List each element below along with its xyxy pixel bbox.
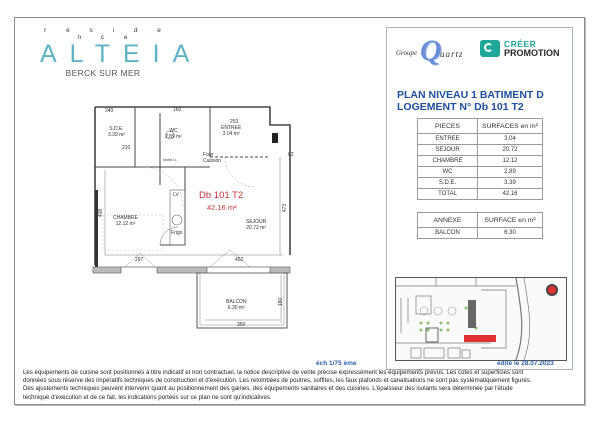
plan-title [397,89,544,113]
piece-cell: CHAMBRE [418,156,478,167]
dim-253: 253 [230,119,239,125]
fixture-four [203,152,221,164]
room-sde-name: S.D.E. [109,126,124,132]
site-map-drawing [396,278,566,360]
room-balcon-name: BALCON [226,299,247,305]
note-line-4: technique d'exécution et de ce fait, les indications portées sur ce plan ne sont qu'indicatives. [23,393,272,401]
scale-label: éch 1/75 ème [316,360,357,367]
dim-240: 240 [105,108,114,114]
groupe-text: Groupe [396,49,418,57]
table-row [418,156,543,167]
room-entree-name: ENTREE [221,125,242,131]
dim-62: 62 [288,152,294,158]
floor-plan [85,95,305,355]
room-sde-area: 3.39 m² [108,132,125,138]
room-entree-label [221,125,241,137]
groupe-quartz-logo [396,36,476,70]
room-sejour-name: SEJOUR [246,219,267,225]
header-surface: SURFACE en m² [478,213,543,228]
disclaimer-notes [23,369,575,402]
table-row [418,145,543,156]
dim-297: 297 [135,257,144,263]
room-sejour-label [246,219,266,231]
room-chambre-area: 12.12 m² [115,221,136,227]
fixture-four-label: Four [203,152,214,158]
header-annexe: ANNEXE [418,213,478,228]
surface-cell: 3.04 [478,134,543,145]
room-balcon-label [226,299,247,311]
table-row [418,134,543,145]
piece-cell: BALCON [418,228,478,239]
dim-452: 452 [235,257,244,263]
logo-name: ALTEIA [40,40,203,68]
promotion-text: PROMOTION [504,48,560,58]
quartz-q-glyph: Q [420,34,442,67]
room-wc-area: 2.89 m² [165,134,182,140]
logo-city: BERCK SUR MER [65,68,141,78]
dim-473: 473 [282,203,289,213]
room-entree-area: 3.04 m² [222,131,240,137]
fixture-lv: LV [173,192,179,198]
quartz-text: uartz [440,49,464,59]
piece-cell: ENTREE [418,134,478,145]
room-wc-label [165,128,182,140]
creer-text: CRÉER [504,39,537,49]
piece-cell: WC [418,167,478,178]
note-line-2: données sous réserve des impératifs techniques de construction et d'exécution. Les retombées de poutres, soffites, les faux plafonds et canalisations ne sont pas systématiquement figurés. [23,377,532,385]
table-row [418,178,543,189]
plan-title-line1: PLAN NIVEAU 1 BATIMENT D [397,89,544,101]
plan-title-line2: LOGEMENT N° Db 101 T2 [397,101,524,113]
piece-cell: TOTAL [418,189,478,200]
piece-cell: S.D.E. [418,178,478,189]
creer-logo-icon [480,40,500,57]
edit-date: édité le 28.07.2023 [497,360,554,367]
fixture-frigo: Frigo [171,230,183,236]
room-balcon-area: 6.30 m² [227,305,245,311]
dim-350: 350 [237,322,246,328]
annexes-header-row [418,213,543,228]
note-line-1: Les équipements de cuisine sont positionnés à titre indicatif et non contractuel, la notice descriptive de vente précise expressément les équipements prévus. Les cotes et superficies sont [23,369,524,376]
residence-logo [28,27,203,78]
fixture-seche-linge: sèche LL [163,158,178,162]
unit-total-area: 42.16 m² [207,203,237,212]
room-sejour-area: 20.72 m² [246,225,266,231]
table-row [418,228,543,239]
dim-160: 160 [173,107,182,113]
dim-210: 210 [122,145,131,151]
header-pieces: PIECES [418,119,478,134]
fixture-cuisson-label: Cuisson [203,158,222,164]
piece-cell: SEJOUR [418,145,478,156]
room-chambre-name: CHAMBRE [113,215,139,221]
surfaces-header-row [418,119,543,134]
surfaces-table [417,118,543,200]
logo-prefix: r é s i d e n c e [44,27,170,41]
site-location-map [395,277,567,361]
note-line-3: Des ajustements techniques peuvent intervenir quant au positionnement des gaines, des équipements sanitaires et des cuisines. L'épaisseur des isolants sera déterminée par l'étude [23,385,513,393]
room-chambre-label [113,215,138,227]
table-row-total [418,189,543,200]
table-row [418,167,543,178]
room-wc-name: WC [169,128,178,134]
surface-cell: 3.39 [478,178,543,189]
header-surfaces: SURFACES en m² [478,119,543,134]
surface-cell: 12.12 [478,156,543,167]
dim-408: 408 [98,208,105,218]
surface-cell: 2.89 [478,167,543,178]
north-arrow-icon [546,284,558,296]
unit-number: Db 101 T2 [199,190,244,201]
surface-cell: 6.30 [478,228,543,239]
surface-cell: 42.16 [478,189,543,200]
annexes-table [417,212,543,239]
dim-180: 180 [278,297,285,307]
surface-cell: 20.72 [478,145,543,156]
room-sde-label [108,126,125,138]
